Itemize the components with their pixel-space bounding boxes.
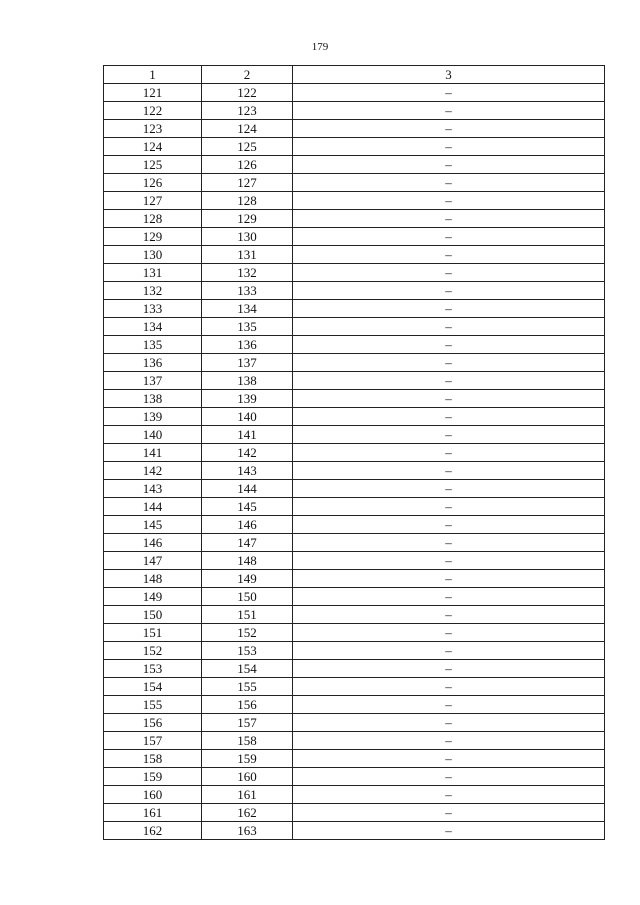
table-cell-col-3: – xyxy=(293,336,605,354)
table-cell-col-3: – xyxy=(293,534,605,552)
table-cell-col-1: 156 xyxy=(104,714,202,732)
table-cell-col-2: 157 xyxy=(202,714,293,732)
table-row xyxy=(104,264,605,282)
table-row xyxy=(104,768,605,786)
table-cell-col-3: – xyxy=(293,786,605,804)
table-cell-col-1: 146 xyxy=(104,534,202,552)
table-cell-col-1: 139 xyxy=(104,408,202,426)
table-row xyxy=(104,462,605,480)
table-cell-col-3: – xyxy=(293,660,605,678)
table-cell-col-2: 150 xyxy=(202,588,293,606)
table-row xyxy=(104,804,605,822)
table-cell-col-1: 122 xyxy=(104,102,202,120)
table-cell-col-3: – xyxy=(293,462,605,480)
table-cell-col-1: 162 xyxy=(104,822,202,840)
table-cell-col-3: – xyxy=(293,300,605,318)
table-row xyxy=(104,642,605,660)
table-cell-col-1: 121 xyxy=(104,84,202,102)
table-cell-col-2: 133 xyxy=(202,282,293,300)
table-cell-col-2: 145 xyxy=(202,498,293,516)
table-cell-col-1: 158 xyxy=(104,750,202,768)
table-cell-col-1: 144 xyxy=(104,498,202,516)
table-cell-col-2: 147 xyxy=(202,534,293,552)
table-cell-col-3: – xyxy=(293,426,605,444)
table-row xyxy=(104,174,605,192)
table-row xyxy=(104,138,605,156)
table-cell-col-3: – xyxy=(293,768,605,786)
table-row xyxy=(104,156,605,174)
table-cell-col-1: 149 xyxy=(104,588,202,606)
table-cell-col-1: 134 xyxy=(104,318,202,336)
table-cell-col-1: 138 xyxy=(104,390,202,408)
table-cell-col-2: 148 xyxy=(202,552,293,570)
table-cell-col-3: – xyxy=(293,318,605,336)
table-cell-col-3: – xyxy=(293,390,605,408)
table-row xyxy=(104,714,605,732)
table-cell-col-1: 131 xyxy=(104,264,202,282)
table-cell-col-3: – xyxy=(293,246,605,264)
table-cell-col-1: 150 xyxy=(104,606,202,624)
table-cell-col-3: – xyxy=(293,822,605,840)
table-cell-col-1: 123 xyxy=(104,120,202,138)
table-cell-col-3: – xyxy=(293,570,605,588)
table-cell-col-2: 138 xyxy=(202,372,293,390)
table-cell-col-2: 130 xyxy=(202,228,293,246)
table-row xyxy=(104,390,605,408)
table-cell-col-3: – xyxy=(293,804,605,822)
table-cell-col-1: 133 xyxy=(104,300,202,318)
table-row xyxy=(104,246,605,264)
table-row xyxy=(104,660,605,678)
table-cell-col-2: 124 xyxy=(202,120,293,138)
table-body xyxy=(104,84,605,840)
table-cell-col-2: 134 xyxy=(202,300,293,318)
table-cell-col-2: 128 xyxy=(202,192,293,210)
table-cell-col-1: 130 xyxy=(104,246,202,264)
table-cell-col-2: 139 xyxy=(202,390,293,408)
header-col-1: 1 xyxy=(104,66,202,84)
table-cell-col-2: 162 xyxy=(202,804,293,822)
table-cell-col-3: – xyxy=(293,174,605,192)
table-cell-col-3: – xyxy=(293,102,605,120)
table-cell-col-2: 144 xyxy=(202,480,293,498)
table-row xyxy=(104,300,605,318)
table-row xyxy=(104,678,605,696)
table-cell-col-2: 143 xyxy=(202,462,293,480)
table-cell-col-2: 161 xyxy=(202,786,293,804)
table-row xyxy=(104,516,605,534)
table-cell-col-2: 142 xyxy=(202,444,293,462)
header-row xyxy=(104,66,605,84)
table-row xyxy=(104,534,605,552)
table-cell-col-3: – xyxy=(293,228,605,246)
table-cell-col-3: – xyxy=(293,120,605,138)
table-row xyxy=(104,498,605,516)
table-row xyxy=(104,696,605,714)
table-row xyxy=(104,426,605,444)
table-cell-col-1: 151 xyxy=(104,624,202,642)
table-row xyxy=(104,606,605,624)
table-row xyxy=(104,120,605,138)
table-cell-col-2: 140 xyxy=(202,408,293,426)
table-cell-col-2: 131 xyxy=(202,246,293,264)
table-cell-col-3: – xyxy=(293,552,605,570)
table-cell-col-3: – xyxy=(293,264,605,282)
table-cell-col-2: 159 xyxy=(202,750,293,768)
table-cell-col-2: 123 xyxy=(202,102,293,120)
table-cell-col-2: 156 xyxy=(202,696,293,714)
page-number: 179 xyxy=(311,41,329,53)
table-cell-col-2: 132 xyxy=(202,264,293,282)
table-cell-col-2: 158 xyxy=(202,732,293,750)
table-row xyxy=(104,228,605,246)
table-cell-col-1: 125 xyxy=(104,156,202,174)
table-row xyxy=(104,552,605,570)
table-cell-col-2: 122 xyxy=(202,84,293,102)
table-cell-col-1: 124 xyxy=(104,138,202,156)
table-cell-col-1: 140 xyxy=(104,426,202,444)
table-cell-col-1: 126 xyxy=(104,174,202,192)
table-cell-col-3: – xyxy=(293,606,605,624)
table-cell-col-3: – xyxy=(293,372,605,390)
table-cell-col-2: 141 xyxy=(202,426,293,444)
table-cell-col-1: 127 xyxy=(104,192,202,210)
table-cell-col-2: 146 xyxy=(202,516,293,534)
table-cell-col-1: 159 xyxy=(104,768,202,786)
header-col-2: 2 xyxy=(202,66,293,84)
table-row xyxy=(104,282,605,300)
table-cell-col-2: 125 xyxy=(202,138,293,156)
table-row xyxy=(104,354,605,372)
table-cell-col-1: 129 xyxy=(104,228,202,246)
table-cell-col-3: – xyxy=(293,642,605,660)
table-cell-col-3: – xyxy=(293,282,605,300)
table-row xyxy=(104,192,605,210)
table-cell-col-1: 160 xyxy=(104,786,202,804)
table-cell-col-3: – xyxy=(293,714,605,732)
table-row xyxy=(104,336,605,354)
table-row xyxy=(104,624,605,642)
table-cell-col-3: – xyxy=(293,498,605,516)
table-cell-col-3: – xyxy=(293,354,605,372)
header-col-3: 3 xyxy=(293,66,605,84)
table-cell-col-3: – xyxy=(293,408,605,426)
table-cell-col-1: 154 xyxy=(104,678,202,696)
table-cell-col-1: 142 xyxy=(104,462,202,480)
table-cell-col-3: – xyxy=(293,444,605,462)
table-cell-col-1: 153 xyxy=(104,660,202,678)
table-cell-col-3: – xyxy=(293,210,605,228)
table-cell-col-1: 155 xyxy=(104,696,202,714)
table-row xyxy=(104,588,605,606)
table-cell-col-1: 147 xyxy=(104,552,202,570)
table-cell-col-3: – xyxy=(293,156,605,174)
table-row xyxy=(104,822,605,840)
table-cell-col-3: – xyxy=(293,480,605,498)
table-cell-col-1: 161 xyxy=(104,804,202,822)
table-cell-col-1: 157 xyxy=(104,732,202,750)
table-row xyxy=(104,210,605,228)
table-cell-col-3: – xyxy=(293,192,605,210)
table-cell-col-2: 136 xyxy=(202,336,293,354)
table-cell-col-2: 135 xyxy=(202,318,293,336)
table-cell-col-3: – xyxy=(293,138,605,156)
table-row xyxy=(104,570,605,588)
data-table xyxy=(103,65,605,840)
table-cell-col-2: 127 xyxy=(202,174,293,192)
table-cell-col-3: – xyxy=(293,84,605,102)
table-row xyxy=(104,444,605,462)
table-cell-col-1: 136 xyxy=(104,354,202,372)
table-cell-col-1: 145 xyxy=(104,516,202,534)
table-cell-col-3: – xyxy=(293,588,605,606)
table-cell-col-2: 126 xyxy=(202,156,293,174)
table-cell-col-3: – xyxy=(293,624,605,642)
table-cell-col-1: 148 xyxy=(104,570,202,588)
table-header xyxy=(104,66,605,84)
table-cell-col-3: – xyxy=(293,516,605,534)
table-row xyxy=(104,480,605,498)
table-cell-col-2: 149 xyxy=(202,570,293,588)
table-cell-col-2: 152 xyxy=(202,624,293,642)
table-row xyxy=(104,732,605,750)
table-cell-col-3: – xyxy=(293,696,605,714)
table-row xyxy=(104,102,605,120)
table-cell-col-2: 155 xyxy=(202,678,293,696)
table-cell-col-2: 160 xyxy=(202,768,293,786)
table-cell-col-1: 152 xyxy=(104,642,202,660)
table-row xyxy=(104,372,605,390)
table-cell-col-2: 137 xyxy=(202,354,293,372)
table-cell-col-2: 153 xyxy=(202,642,293,660)
table-row xyxy=(104,786,605,804)
table-row xyxy=(104,408,605,426)
table-cell-col-2: 154 xyxy=(202,660,293,678)
table-cell-col-2: 129 xyxy=(202,210,293,228)
table-cell-col-1: 141 xyxy=(104,444,202,462)
table-row xyxy=(104,750,605,768)
table-cell-col-1: 132 xyxy=(104,282,202,300)
table-cell-col-1: 128 xyxy=(104,210,202,228)
table-row xyxy=(104,84,605,102)
table-cell-col-1: 135 xyxy=(104,336,202,354)
table-cell-col-3: – xyxy=(293,750,605,768)
table-cell-col-3: – xyxy=(293,732,605,750)
table-cell-col-1: 137 xyxy=(104,372,202,390)
table-cell-col-1: 143 xyxy=(104,480,202,498)
table-cell-col-2: 163 xyxy=(202,822,293,840)
table-cell-col-2: 151 xyxy=(202,606,293,624)
table-row xyxy=(104,318,605,336)
table-cell-col-3: – xyxy=(293,678,605,696)
